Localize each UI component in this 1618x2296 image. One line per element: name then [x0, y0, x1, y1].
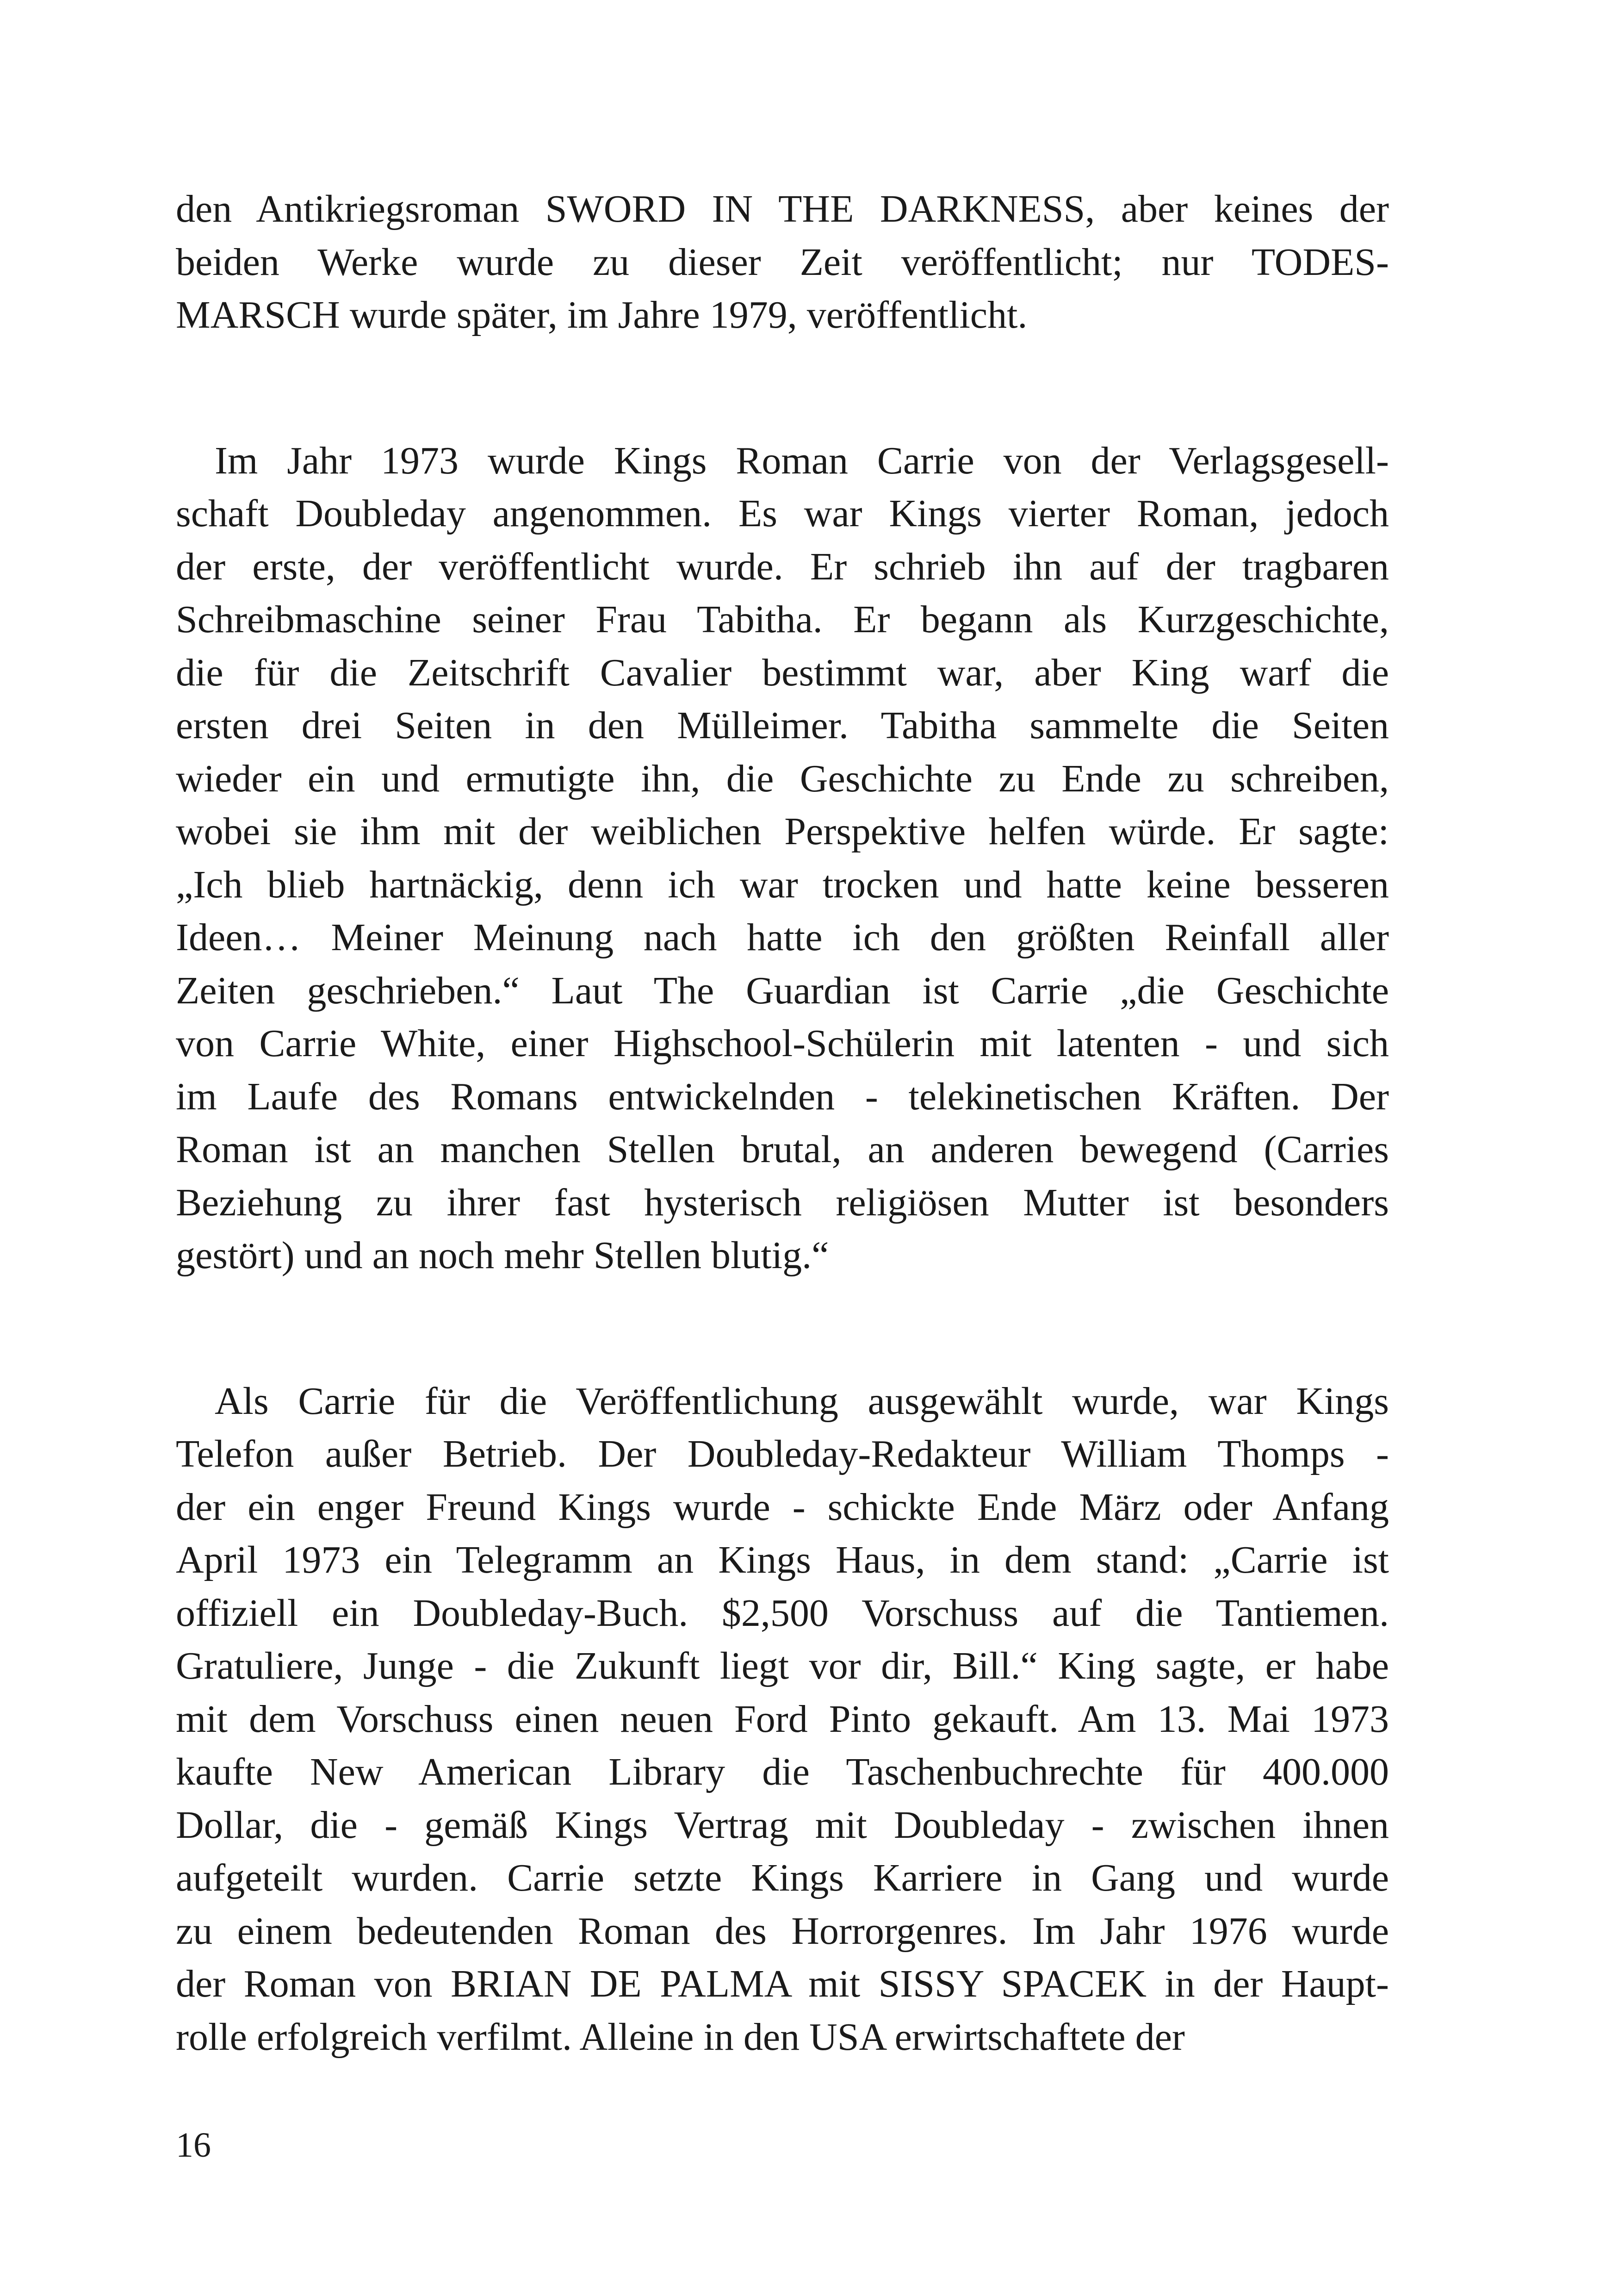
page-number: 16 — [176, 2126, 211, 2165]
text-line: im Laufe des Romans entwickelnden - telekinetischen Kräften. Der — [176, 1075, 1389, 1118]
text-line: offiziell ein Doubleday-Buch. $2,500 Vorschuss auf die Tantiemen. — [176, 1591, 1389, 1635]
text-line: Dollar, die - gemäß Kings Vertrag mit Doubleday - zwischen ihnen — [176, 1803, 1389, 1847]
text-line: die für die Zeitschrift Cavalier bestimmt war, aber King warf die — [176, 651, 1389, 694]
text-line: April 1973 ein Telegramm an Kings Haus, in dem stand: „Carrie ist — [176, 1538, 1389, 1581]
text-line: ersten drei Seiten in den Mülleimer. Tabitha sammelte die Seiten — [176, 704, 1389, 747]
text-line: der erste, der veröffentlicht wurde. Er schrieb ihn auf der tragbaren — [176, 545, 1389, 588]
text-line: MARSCH wurde später, im Jahre 1979, veröffentlicht. — [176, 293, 1028, 336]
text-line: beiden Werke wurde zu dieser Zeit veröffentlicht; nur TODES- — [176, 240, 1389, 284]
text-line: schaft Doubleday angenommen. Es war Kings vierter Roman, jedoch — [176, 492, 1389, 535]
paragraph-3 — [176, 1375, 1389, 2064]
text-line: „Ich blieb hartnäckig, denn ich war trocken und hatte keine besseren — [176, 863, 1389, 906]
text-line: Ideen… Meiner Meinung nach hatte ich den größten Reinfall aller — [176, 916, 1389, 959]
text-line: gestört) und an noch mehr Stellen blutig.“ — [176, 1234, 829, 1277]
text-line: kaufte New American Library die Taschenbuchrechte für 400.000 — [176, 1750, 1389, 1793]
body-text — [176, 183, 1389, 2064]
text-line: von Carrie White, einer Highschool-Schülerin mit latenten - und sich — [176, 1022, 1389, 1065]
text-line: Telefon außer Betrieb. Der Doubleday-Redakteur William Thomps - — [176, 1432, 1389, 1475]
text-line: Zeiten geschrieben.“ Laut The Guardian ist Carrie „die Geschichte — [176, 969, 1389, 1012]
text-line: zu einem bedeutenden Roman des Horrorgenres. Im Jahr 1976 wurde — [176, 1909, 1389, 1953]
text-line: Im Jahr 1973 wurde Kings Roman Carrie von der Verlagsgesell- — [215, 439, 1389, 482]
text-line: rolle erfolgreich verfilmt. Alleine in den USA erwirtschaftete der — [176, 2015, 1185, 2059]
text-line: Als Carrie für die Veröffentlichung ausgewählt wurde, war Kings — [215, 1379, 1389, 1423]
text-line: der Roman von BRIAN DE PALMA mit SISSY SPACEK in der Haupt- — [176, 1962, 1389, 2005]
text-line: wieder ein und ermutigte ihn, die Geschichte zu Ende zu schreiben, — [176, 757, 1389, 800]
text-line: Beziehung zu ihrer fast hysterisch religiösen Mutter ist besonders — [176, 1181, 1389, 1224]
text-line: Roman ist an manchen Stellen brutal, an anderen bewegend (Carries — [176, 1128, 1389, 1171]
text-line: Gratuliere, Junge - die Zukunft liegt vor dir, Bill.“ King sagte, er habe — [176, 1644, 1389, 1687]
paragraph-1 — [176, 183, 1389, 342]
text-line: aufgeteilt wurden. Carrie setzte Kings Karriere in Gang und wurde — [176, 1856, 1389, 1899]
text-line: Schreibmaschine seiner Frau Tabitha. Er begann als Kurzgeschichte, — [176, 598, 1389, 641]
text-line: wobei sie ihm mit der weiblichen Perspektive helfen würde. Er sagte: — [176, 810, 1389, 853]
text-line: den Antikriegsroman SWORD IN THE DARKNESS, aber keines der — [176, 187, 1389, 230]
text-line: der ein enger Freund Kings wurde - schickte Ende März oder Anfang — [176, 1485, 1389, 1529]
paragraph-2 — [176, 435, 1389, 1282]
text-line: mit dem Vorschuss einen neuen Ford Pinto gekauft. Am 13. Mai 1973 — [176, 1697, 1389, 1741]
